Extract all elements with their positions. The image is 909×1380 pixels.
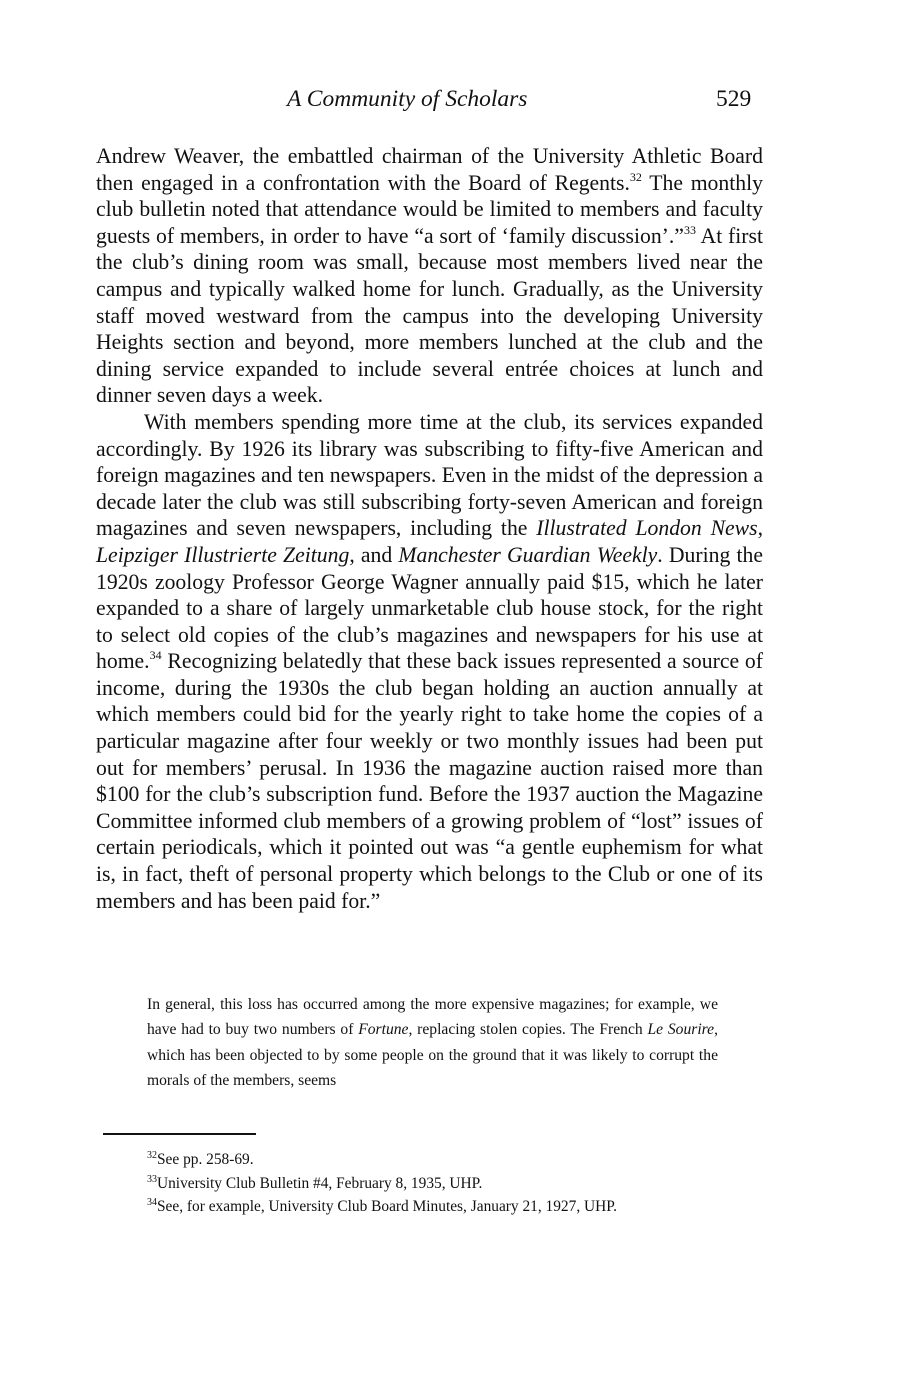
- footnote-ref-33: 33: [683, 222, 696, 237]
- footnote-text: See pp. 258-69.: [157, 1151, 254, 1168]
- paragraph-text: Andrew Weaver, the embattled chairman of the University Athletic Board then engaged in a confrontation with the Board of Regents.: [96, 144, 763, 195]
- quote-text: , replacing stolen copies. The French: [408, 1021, 648, 1039]
- footnote-32: [147, 1148, 747, 1172]
- footnotes: [147, 1148, 747, 1219]
- italic-title: Illustrated London News: [536, 516, 758, 541]
- page-number: 529: [716, 86, 752, 112]
- paragraph-text: , and: [349, 542, 399, 567]
- paragraph-text: With members spending more time at the club, its services expanded accordingly. By 1926 its library was subscribing to fifty-five American and foreign magazines and ten newspapers. Even in the midst of the depression a decade later the club was still subscribing forty-seven American and foreign magazines and seven newspapers, including the: [96, 409, 763, 541]
- italic-title: Fortune: [358, 1021, 409, 1039]
- footnote-number: 34: [147, 1197, 157, 1208]
- running-title: A Community of Scholars: [287, 86, 528, 112]
- paragraph-1: [96, 143, 763, 409]
- footnote-divider: [103, 1133, 256, 1135]
- footnote-ref-34: 34: [149, 648, 162, 663]
- paragraph-text: At first the club’s dining room was small, because most members lived near the campus and typically walked home for lunch. Gradually, as the University staff moved westward from the campus into the developing University Heights section and beyond, more members lunched at the club and the dining service expanded to include several entrée choices at lunch and dinner seven days a week.: [96, 223, 763, 408]
- quote-paragraph: [147, 992, 718, 1093]
- paragraph-2: [96, 409, 763, 914]
- footnote-ref-32: 32: [629, 169, 642, 184]
- italic-title: Manchester Guardian Weekly: [398, 542, 658, 567]
- footnote-text: University Club Bulletin #4, February 8, 1935, UHP.: [157, 1174, 483, 1192]
- paragraph-text: . During the 1920s zoology Professor George Wagner annually paid $15, which he later expanded to a share of largely unmarketable club house stock, for the right to select old copies of the club’s magazines and newspapers for his use at home.: [96, 542, 764, 674]
- footnote-33: [147, 1172, 747, 1196]
- paragraph-text: Recognizing belatedly that these back issues represented a source of income, during the 1930s the club began holding an auction annually at which members could bid for the yearly right to take home the copies of a particular magazine after four weekly or two monthly issues had been put out for members’ perusal. In 1936 the magazine auction raised more than $100 for the club’s subscription fund. Before the 1937 auction the Magazine Committee informed club members of a growing problem of “lost” issues of certain periodicals, which it pointed out was “a gentle euphemism for what is, in fact, theft of personal property which belongs to the Club or one of its members and has been paid for.”: [96, 649, 763, 913]
- body-text: [96, 143, 763, 914]
- page-header: [0, 86, 909, 120]
- footnote-text: See, for example, University Club Board Minutes, January 21, 1927, UHP.: [157, 1198, 617, 1215]
- footnote-number: 33: [147, 1173, 157, 1185]
- paragraph-text: ,: [757, 516, 764, 541]
- block-quote: [147, 992, 718, 1093]
- paragraph-text: The monthly club bulletin noted that attendance would be limited to members and faculty guests of members, in order to have “a sort of ‘family discussion’.”: [96, 170, 763, 248]
- quote-text: , which has been objected to by some people on the ground that it was likely to corrupt the morals of the members, seems: [147, 1021, 718, 1089]
- footnote-34: [147, 1195, 747, 1219]
- italic-title: Leipziger Illustrierte Zeitung: [96, 542, 350, 567]
- quote-text: In general, this loss has occurred among the more expensive magazines; for example, we have had to buy two numbers of: [147, 996, 718, 1039]
- footnote-number: 32: [147, 1150, 157, 1161]
- italic-title: Le Sourire: [647, 1021, 715, 1039]
